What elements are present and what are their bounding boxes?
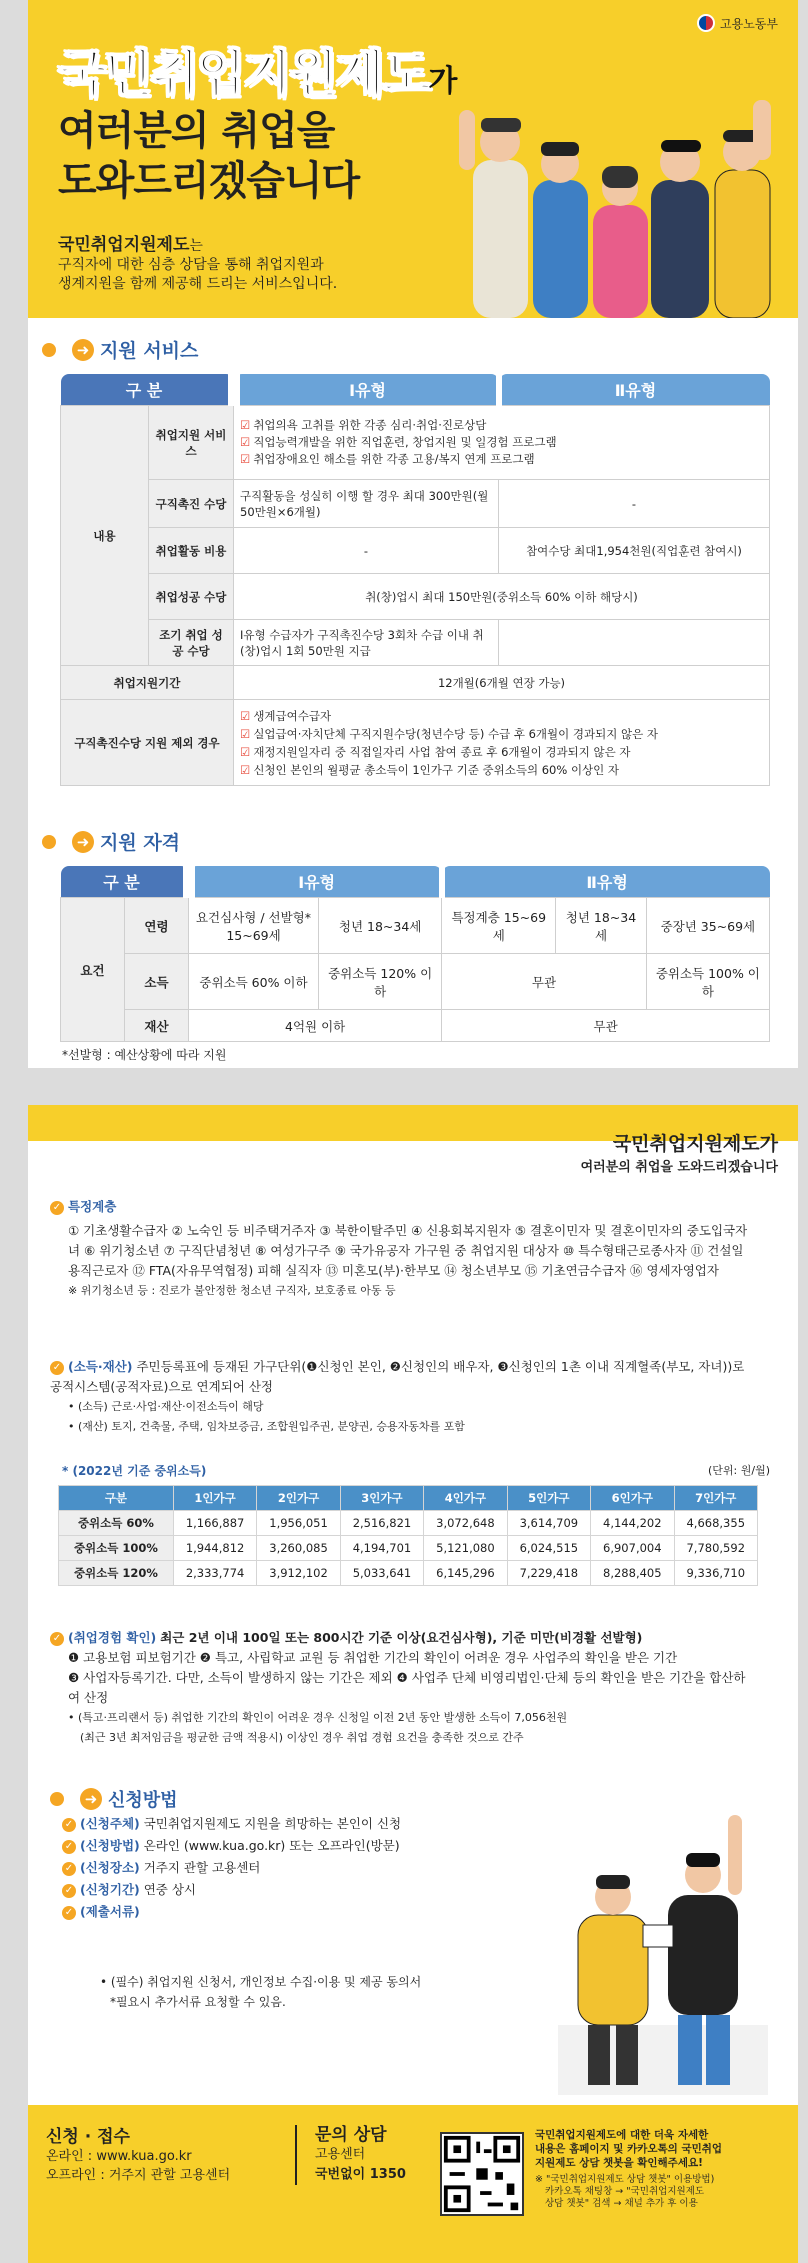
page-title: 국민취업지원제도가	[58, 45, 456, 103]
median-header-cell: 5인가구	[507, 1486, 590, 1511]
page2-header: 국민취업지원제도가 여러분의 취업을 도와드리겠습니다	[580, 1133, 778, 1175]
income-section: ✓ (소득·재산) 주민등록표에 등재된 가구단위(❶신청인 본인, ❷신청인의 배우자, ❸신청인의 1촌 이내 직계혈족(부모, 자녀))로 공적시스템(공적자료)으로 연계되어 산정 • (소득) 근로·사업·재산·이전소득이 해당 • (재산) 토지, 건축물, 주택, 임차보증금, 조합원입주권, 분양권, 승용자동차를 포함	[50, 1359, 745, 1433]
check-icon: ✓	[62, 1884, 76, 1898]
unit-label: (단위: 원/월)	[708, 1464, 770, 1477]
median-cell: 6,024,515	[507, 1536, 590, 1561]
col-gubun: 구 분	[61, 866, 189, 898]
people-illustration-2	[548, 1805, 778, 2095]
col-type1: Ⅰ유형	[234, 374, 499, 406]
median-header-cell: 7인가구	[674, 1486, 758, 1511]
col-gubun: 구 분	[61, 374, 234, 406]
median-cell: 6,907,004	[591, 1536, 674, 1561]
cell: 12개월(6개월 연장 가능)	[234, 666, 770, 700]
service-table	[60, 374, 770, 786]
check-icon: ✓	[62, 1840, 76, 1854]
cell: 무관	[442, 954, 646, 1010]
check-icon: ✓	[50, 1201, 64, 1215]
median-cell: 2,333,774	[173, 1561, 256, 1586]
check-icon: ✓	[62, 1906, 76, 1920]
check-icon: ☑	[240, 452, 251, 466]
median-cell: 4,194,701	[340, 1536, 423, 1561]
intro-text: 국민취업지원제도는 구직자에 대한 심층 상담을 통해 취업지원과 생계지원을 함께 제공해 드리는 서비스입니다.	[58, 235, 338, 292]
median-header-cell: 2인가구	[257, 1486, 340, 1511]
median-cell: 3,912,102	[257, 1561, 340, 1586]
row-label: 소득	[125, 954, 189, 1010]
arrow-icon: ➜	[72, 339, 94, 361]
check-icon: ✓	[50, 1361, 64, 1375]
row-label: 재산	[125, 1010, 189, 1042]
arrow-icon: ➜	[80, 1788, 102, 1810]
median-cell: 6,145,296	[424, 1561, 507, 1586]
people-illustration	[453, 100, 793, 318]
median-cell: 중위소득 120%	[59, 1561, 174, 1586]
row-label: 취업성공 수당	[149, 574, 234, 620]
median-cell: 4,144,202	[591, 1511, 674, 1536]
median-cell: 8,288,405	[591, 1561, 674, 1586]
row-label: 취업활동 비용	[149, 528, 234, 574]
page-one	[28, 0, 798, 1068]
median-cell: 3,260,085	[257, 1536, 340, 1561]
cell: 중위소득 120% 이하	[319, 954, 442, 1010]
table-row	[59, 1511, 758, 1536]
median-header-cell: 구분	[59, 1486, 174, 1511]
col-type2: Ⅱ유형	[499, 374, 770, 406]
median-cell: 4,668,355	[674, 1511, 758, 1536]
how-item: ✓ (신청기간) 연중 상시	[62, 1879, 401, 1901]
cell: 중장년 35~69세	[646, 898, 769, 954]
cell: 요건심사형 / 선발형* 15~69세	[189, 898, 319, 954]
row-label: 구직촉진수당 지원 제외 경우	[61, 700, 234, 786]
cell	[499, 620, 770, 666]
how-item: ✓ (제출서류)	[62, 1901, 401, 1923]
apply-box: 신청 · 접수 온라인 : www.kua.go.kr 오프라인 : 거주지 관할 고용센터	[46, 2127, 231, 2183]
median-title: * (2022년 기준 중위소득)	[62, 1464, 207, 1478]
table-row	[59, 1561, 758, 1586]
cell: 특정계층 15~69세	[442, 898, 556, 954]
cell: 중위소득 60% 이하	[189, 954, 319, 1010]
row-label: 취업지원 서비스	[149, 406, 234, 480]
median-cell: 7,780,592	[674, 1536, 758, 1561]
check-icon: ✓	[50, 1632, 64, 1646]
row-label: 연령	[125, 898, 189, 954]
arrow-icon: ➜	[72, 831, 94, 853]
check-icon: ☑	[240, 418, 251, 432]
median-cell: 5,033,641	[340, 1561, 423, 1586]
row-req: 요건	[61, 898, 125, 1042]
cell: 구직활동을 성실히 이행 할 경우 최대 300만원(월50만원×6개월)	[234, 480, 499, 528]
docs: • (필수) 취업지원 신청서, 개인정보 수집·이용 및 제공 동의서 *필요시 추가서류 요청할 수 있음.	[100, 1975, 422, 2009]
median-cell: 1,166,887	[173, 1511, 256, 1536]
check-icon: ☑	[240, 435, 251, 449]
median-header-cell: 4인가구	[424, 1486, 507, 1511]
col-type2: Ⅱ유형	[442, 866, 770, 898]
cell: -	[499, 480, 770, 528]
qr-code[interactable]	[440, 2132, 524, 2216]
cell: 취(창)업시 최대 150만원(중위소득 60% 이하 해당시)	[234, 574, 770, 620]
how-item: ✓ (신청주체) 국민취업지원제도 지원을 희망하는 본인이 신청	[62, 1813, 401, 1835]
exclusion-list: ☑ 생계급여수급자 ☑ 실업급여·자치단체 구직지원수당(청년수당 등) 수급 후 6개월이 경과되지 않은 자 ☑ 재정지원일자리 중 직접일자리 사업 참여 종료 후 6개월이 경과되지 않은 자 ☑ 신청인 본인의 월평균 총소득이 1인가구 기준 중위소득의 60% 이상인 자	[234, 700, 770, 786]
cell: 무관	[442, 1010, 770, 1042]
check-icon: ✓	[62, 1862, 76, 1876]
median-cell: 2,516,821	[340, 1511, 423, 1536]
median-cell: 중위소득 100%	[59, 1536, 174, 1561]
experience-section: ✓ (취업경험 확인) 최근 2년 이내 100일 또는 800시간 기준 이상(요건심사형), 기준 미만(비경활 선발형) ❶ 고용보험 피보험기간 ❷ 특고, 사립학교 교원 등 취업한 기간의 확인이 어려운 경우 사업주의 확인을 받은 기간 ❸ 사업자등록기간. 다만, 소득이 발생하지 않는 기간은 제외 ❹ 사업주 단체 비영리법인·단체 등의 확인을 받은 기간을 합산하여 산정 • (특고·프리랜서 등) 취업한 기간의 확인이 어려운 경우 신청일 이전 2년 동안 발생한 소득이 7,056천원 (최근 3년 최저임금을 평균한 금액 적용시) 이상인 경우 취업 경험 요건을 충족한 것으로 간주	[50, 1628, 750, 1748]
row-label: 취업지원기간	[61, 666, 234, 700]
row-content: 내용	[61, 406, 149, 666]
median-cell: 7,229,418	[507, 1561, 590, 1586]
cell: 중위소득 100% 이하	[646, 954, 769, 1010]
cell: Ⅰ유형 수급자가 구직촉진수당 3회차 수급 이내 취(창)업시 1회 50만원 지급	[234, 620, 499, 666]
how-list	[62, 1813, 401, 1923]
median-cell: 9,336,710	[674, 1561, 758, 1586]
taegeuk-icon	[697, 14, 715, 32]
cell: -	[234, 528, 499, 574]
how-title: ➜ 신청방법	[50, 1786, 178, 1812]
contact-box: 문의 상담 고용센터 국번없이 1350	[295, 2125, 406, 2185]
info-box: 국민취업지원제도에 대한 더욱 자세한 내용은 홈페이지 및 카카오톡의 국민취업 지원제도 상담 챗봇을 확인해주세요! ※ "국민취업지원제도 상담 챗봇" 이용방법) 카카오톡 채팅창 → "국민취업지원제도 상담 챗봇" 검색 → 채널 추가 후 이용	[535, 2129, 723, 2209]
cell: 청년 18~34세	[319, 898, 442, 954]
ministry-name: 고용노동부	[720, 16, 778, 31]
section-qual-title: ➜ 지원 자격	[42, 828, 180, 855]
median-income-table	[58, 1485, 758, 1586]
median-cell: 1,944,812	[173, 1536, 256, 1561]
cell: 참여수당 최대1,954천원(직업훈련 참여시)	[499, 528, 770, 574]
ministry-logo	[697, 14, 778, 32]
median-header-cell: 6인가구	[591, 1486, 674, 1511]
cell: 청년 18~34세	[556, 898, 646, 954]
median-cell: 중위소득 60%	[59, 1511, 174, 1536]
page-subtitle: 여러분의 취업을 도와드리겠습니다	[58, 108, 360, 204]
check-icon: ✓	[62, 1818, 76, 1832]
qualification-table	[60, 866, 770, 1042]
table-row	[59, 1536, 758, 1561]
employment-services: ☑ 취업의욕 고취를 위한 각종 심리·취업·진로상담 ☑ 직업능력개발을 위한 직업훈련, 창업지원 및 일경험 프로그램 ☑ 취업장애요인 해소를 위한 각종 고용/복지 연계 프로그램	[234, 406, 770, 480]
special-section: ✓ 특정계층 ① 기초생활수급자 ② 노숙인 등 비주택거주자 ③ 북한이탈주민 ④ 신용회복지원자 ⑤ 결혼이민자 및 결혼이민자의 중도입국자녀 ⑥ 위기청소년 ⑦ 구직단념청년 ⑧ 여성가구주 ⑨ 국가유공자 가구원 중 취업지원 대상자 ⑩ 특수형태근로종사자 ⑪ 건설일용직근로자 ⑫ FTA(자유무역협정) 피해 실직자 ⑬ 미혼모(부)·한부모 ⑭ 청소년부모 ⑮ 기초연금수급자 ⑯ 영세자영업자 ※ 위기청소년 등 : 진로가 불안정한 청소년 구직자, 보호종료 아동 등	[50, 1197, 750, 1301]
cell: 4억원 이하	[189, 1010, 442, 1042]
row-label: 조기 취업 성공 수당	[149, 620, 234, 666]
how-item: ✓ (신청방법) 온라인 (www.kua.go.kr) 또는 오프라인(방문)	[62, 1835, 401, 1857]
median-header-cell: 3인가구	[340, 1486, 423, 1511]
median-cell: 3,614,709	[507, 1511, 590, 1536]
col-type1: Ⅰ유형	[189, 866, 442, 898]
row-label: 구직촉진 수당	[149, 480, 234, 528]
how-item: ✓ (신청장소) 거주지 관할 고용센터	[62, 1857, 401, 1879]
median-cell: 5,121,080	[424, 1536, 507, 1561]
footnote: *선발형 : 예산상황에 따라 지원	[62, 1048, 227, 1062]
median-header-cell: 1인가구	[173, 1486, 256, 1511]
section-service-title: ➜ 지원 서비스	[42, 336, 198, 363]
median-cell: 1,956,051	[257, 1511, 340, 1536]
median-cell: 3,072,648	[424, 1511, 507, 1536]
